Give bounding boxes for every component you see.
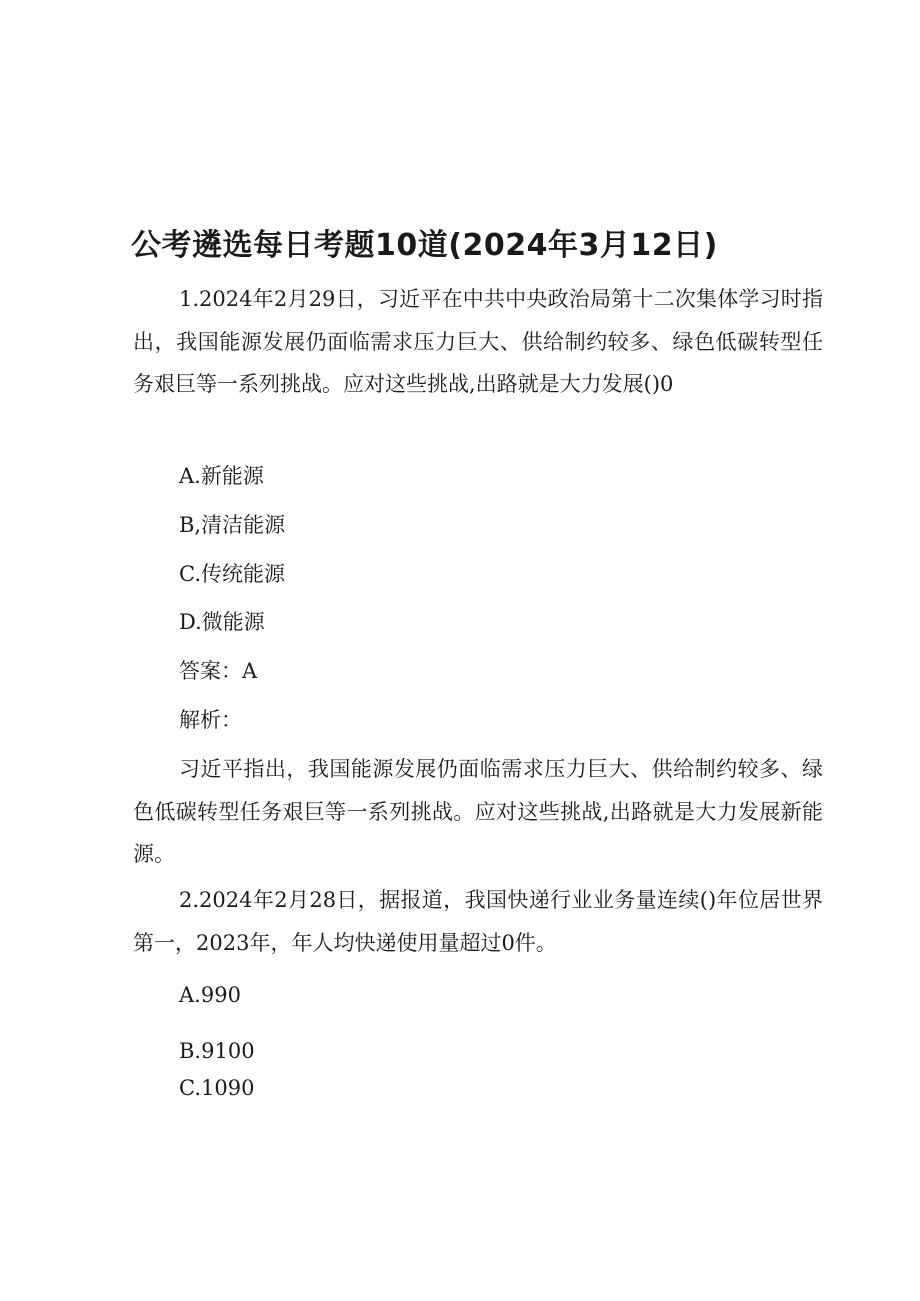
question-1-answer: 答案：A: [179, 659, 258, 683]
question-1-analysis-label: 解析：: [179, 708, 242, 732]
question-2-stem: 2.2024年2月28日，据报道，我国快递行业业务量连续()年位居世界第一，2023年，年人均快递使用量超过0件。: [133, 888, 823, 955]
question-1-option-b: B,清洁能源: [179, 513, 286, 537]
question-2-option-a: A.990: [179, 983, 241, 1007]
question-2-option-c: C.1090: [179, 1076, 255, 1100]
question-1-stem: 1.2024年2月29日，习近平在中共中央政治局第十二次集体学习时指出，我国能源发展仍面临需求压力巨大、供给制约较多、绿色低碳转型任务艰巨等一系列挑战。应对这些挑战,出路就是大力发展()0: [133, 287, 823, 396]
question-1-option-d: D.微能源: [179, 610, 265, 634]
document-title: 公考遴选每日考题10道(2024年3月12日): [131, 228, 718, 263]
question-1-option-c: C.传统能源: [179, 562, 285, 586]
question-1-option-a: A.新能源: [179, 464, 264, 488]
question-2-option-b: B.9100: [179, 1039, 255, 1063]
question-1-analysis: 习近平指出，我国能源发展仍面临需求压力巨大、供给制约较多、绿色低碳转型任务艰巨等一系列挑战。应对这些挑战,出路就是大力发展新能源。: [133, 757, 823, 866]
